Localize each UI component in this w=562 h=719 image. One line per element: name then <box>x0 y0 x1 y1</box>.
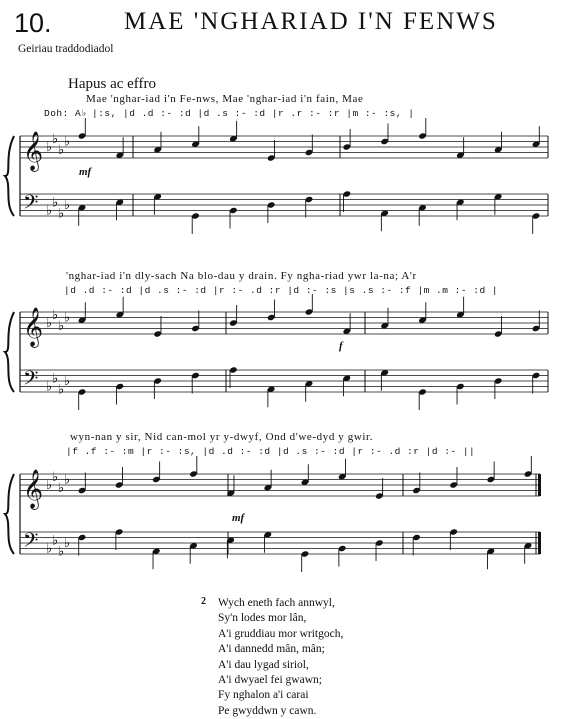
music-system-1 <box>0 118 562 238</box>
subtitle: Geiriau traddodiadol <box>18 43 114 55</box>
system-2-solfa: |d .d :- :d |d .s :- :d |r :- .d :r |d :- :s |s .s :- :f |m .m :- :d | <box>64 285 499 296</box>
system-2-lyrics: 'nghar-iad i'n dly-sach Na blo-dau y drain. Fy ngha-riad ywr la-na; A'r <box>66 270 417 282</box>
music-system-2 <box>0 294 562 414</box>
dynamic-marking: mf <box>79 166 92 178</box>
verse-line: A'i dannedd mân, mân; <box>218 643 325 656</box>
system-1-solfa: |:s, |d .d :- :d |d .s :- :d |r .r :- :r |m :- :s, | <box>92 108 415 119</box>
flat-sign-icon: ♭ <box>58 142 65 158</box>
verse-line: Pe gwyddwn y cawn. <box>218 704 317 717</box>
flat-sign-icon: ♭ <box>52 533 59 549</box>
flat-sign-icon: ♭ <box>52 469 59 485</box>
flat-sign-icon: ♭ <box>46 379 53 395</box>
verse-line: Sy'n lodes mor lân, <box>218 612 307 625</box>
final-barline <box>538 474 541 496</box>
flat-sign-icon: ♭ <box>58 544 65 560</box>
flat-sign-icon: ♭ <box>52 371 59 387</box>
flat-sign-icon: ♭ <box>46 478 53 493</box>
brace <box>5 474 14 554</box>
bass-clef-icon: 𝄢 <box>23 190 39 219</box>
verse-line: Fy nghalon a'i carai <box>218 689 309 702</box>
flat-sign-icon: ♭ <box>64 374 71 389</box>
tempo-marking: Hapus ac effro <box>68 76 157 92</box>
verse-line: A'i dwyael fei gwawn; <box>218 674 322 687</box>
verse-line: A'i dau lygad siriol, <box>218 658 309 671</box>
treble-clef-icon: 𝄞 <box>23 469 44 509</box>
treble-clef-icon: 𝄞 <box>23 307 44 347</box>
flat-sign-icon: ♭ <box>58 206 65 222</box>
system-1-lyrics: Mae 'nghar-iad i'n Fe-nws, Mae 'nghar-iad i'n fain, Mae <box>86 93 364 105</box>
final-barline <box>538 532 541 554</box>
flat-sign-icon: ♭ <box>46 140 53 155</box>
flat-sign-icon: ♭ <box>64 198 71 213</box>
bass-clef-icon: 𝄢 <box>23 366 39 395</box>
flat-sign-icon: ♭ <box>46 541 53 557</box>
flat-sign-icon: ♭ <box>58 480 65 496</box>
dynamic-marking: f <box>339 340 343 352</box>
treble-clef-icon: 𝄞 <box>23 131 44 171</box>
flat-sign-icon: ♭ <box>52 307 59 323</box>
flat-sign-icon: ♭ <box>64 310 71 326</box>
music-system-3 <box>0 456 562 576</box>
system-3-lyrics: wyn-nan y sir, Nid can-mol yr y-dwyf, Ond d'we-dyd y gwir. <box>70 431 374 443</box>
flat-sign-icon: ♭ <box>64 134 71 150</box>
bass-clef-icon: 𝄢 <box>23 528 39 557</box>
verse-2 <box>202 596 343 719</box>
flat-sign-icon: ♭ <box>52 131 59 147</box>
system-3-solfa: |f .f :- :m |r :- :s, |d .d :- :d |d .s :- :d |r :- .d :r |d :- || <box>66 446 476 457</box>
brace <box>5 136 14 216</box>
key-signature-label: Doh: A♭ <box>44 108 88 119</box>
flat-sign-icon: ♭ <box>64 536 71 551</box>
verse-line: A'i gruddiau mor writgoch, <box>218 627 344 640</box>
flat-sign-icon: ♭ <box>58 382 65 398</box>
flat-sign-icon: ♭ <box>64 472 71 488</box>
verse-number: 2 <box>201 596 206 607</box>
brace <box>5 312 14 392</box>
song-number: 10. <box>14 8 52 38</box>
page-title: MAE 'NGHARIAD I'N FENWS <box>124 8 498 35</box>
verse-line: Wych eneth fach annwyl, <box>218 597 335 609</box>
flat-sign-icon: ♭ <box>58 318 65 334</box>
flat-sign-icon: ♭ <box>52 195 59 211</box>
flat-sign-icon: ♭ <box>46 203 53 219</box>
flat-sign-icon: ♭ <box>46 316 53 331</box>
dynamic-marking: mf <box>232 512 245 524</box>
